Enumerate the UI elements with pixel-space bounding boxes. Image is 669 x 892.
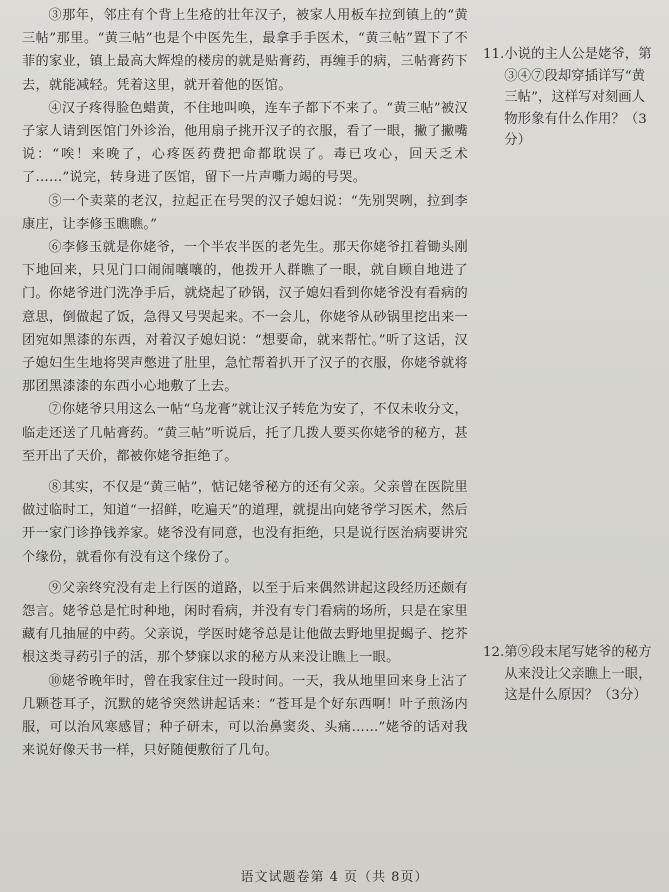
- paragraph-4: ④汉子疼得脸色蜡黄，不住地叫唤，连车子都下不来了。“黄三帖”被汉子家人请到医馆门外诊治，他用扇子挑开汉子的衣服，看了一眼，撇了撇嘴说：“唉！来晚了，心疼医药费把命都耽误了。毒已攻心，回天乏术了……”说完，转身进了医馆，留下一片声嘶力竭的号哭。: [22, 100, 468, 186]
- paragraph-5: ⑤一个卖菜的老汉，拉起正在号哭的汉子媳妇说：“先别哭咧，拉到李康庄，让李修玉瞧瞧。”: [22, 193, 468, 232]
- paragraph-7: ⑦你姥爷只用这么一帖“乌龙膏”就让汉子转危为安了，不仅未收分文，临走还送了几帖膏药。“黄三帖”听说后，托了几拨人要买你姥爷的秘方，甚至开出了天价，都被你姥爷拒绝了。: [22, 402, 468, 464]
- question-12-text: 第⑨段末尾写姥爷的秘方从来没让父亲瞧上一眼，这是什么原因？（3分）: [504, 645, 652, 703]
- paragraph-9: ⑨父亲终究没有走上行医的道路，以至于后来偶然讲起这段经历还颇有怨言。姥爷总是忙时种地，闲时看病，并没有专门看病的场所，只是在家里藏有几抽屉的中药。父亲说，学医时姥爷总是让他做去野地里捉蝎子、挖芥根这类寻药引子的活，那个梦寐以求的秘方从来没让瞧上一眼。: [22, 580, 468, 666]
- question-12-number: 12.: [483, 645, 505, 660]
- reading-passage: [22, 4, 468, 763]
- question-11: [483, 44, 653, 152]
- question-12: [483, 642, 653, 707]
- paragraph-6: ⑥李修玉就是你姥爷，一个半农半医的老先生。那天你姥爷扛着锄头刚下地回来，只见门口闹闹嚷嚷的，他拨开人群瞧了一眼，就自顾自地进了门。你姥爷进门洗净手后，就烧起了砂锅，汉子媳妇看到你姥爷没有看病的意思，倒做起了饭，急得又号哭起来。不一会儿，你姥爷从砂锅里挖出来一团宛如黑漆的东西，对着汉子媳妇说：“想要命，就来帮忙。”听了这话，汉子媳妇生生地将哭声憋进了肚里，急忙帮着扒开了汉子的衣服，你姥爷就将那团黑漆漆的东西小心地敷了上去。: [22, 240, 468, 395]
- paragraph-3: ③那年，邻庄有个背上生疮的壮年汉子，被家人用板车拉到镇上的“黄三帖”那里。“黄三帖”也是个中医先生，最拿手手医术，“黄三帖”置下了不菲的家业，镇上最高大辉煌的楼房的就是贴膏药，再缠手的病，三帖膏药下去，就能减轻。凭着这里，就开着他的医馆。: [22, 8, 468, 93]
- paragraph-10: ⑩姥爷晚年时，曾在我家住过一段时间。一天，我从地里回来身上沾了几颗苍耳子，沉默的姥爷突然讲起话来：“苍耳是个好东西啊！叶子煎汤内服，可以治风寒感冒；种子研末，可以治鼻窦炎、头痛……”姥爷的话对我来说好像天书一样，只好随便敷衍了几句。: [22, 673, 468, 759]
- question-11-text: 小说的主人公是姥爷，第③④⑦段却穿插详写“黄三帖”，这样写对刻画人物形象有什么作用？（3分）: [504, 47, 652, 148]
- paragraph-8: ⑧其实，不仅是“黄三帖”，惦记姥爷秘方的还有父亲。父亲曾在医院里做过临时工，知道“一招鲜，吃遍天”的道理，就提出向姥爷学习医术，然后开一家门诊挣钱养家。姥爷没有同意，也没有拒绝，只是说行医治病要讲究个缘份，就看你有没有这个缘份了。: [22, 480, 468, 565]
- question-11-number: 11.: [483, 47, 505, 62]
- page-footer: 语文试题卷第 4 页（共 8页）: [240, 870, 429, 885]
